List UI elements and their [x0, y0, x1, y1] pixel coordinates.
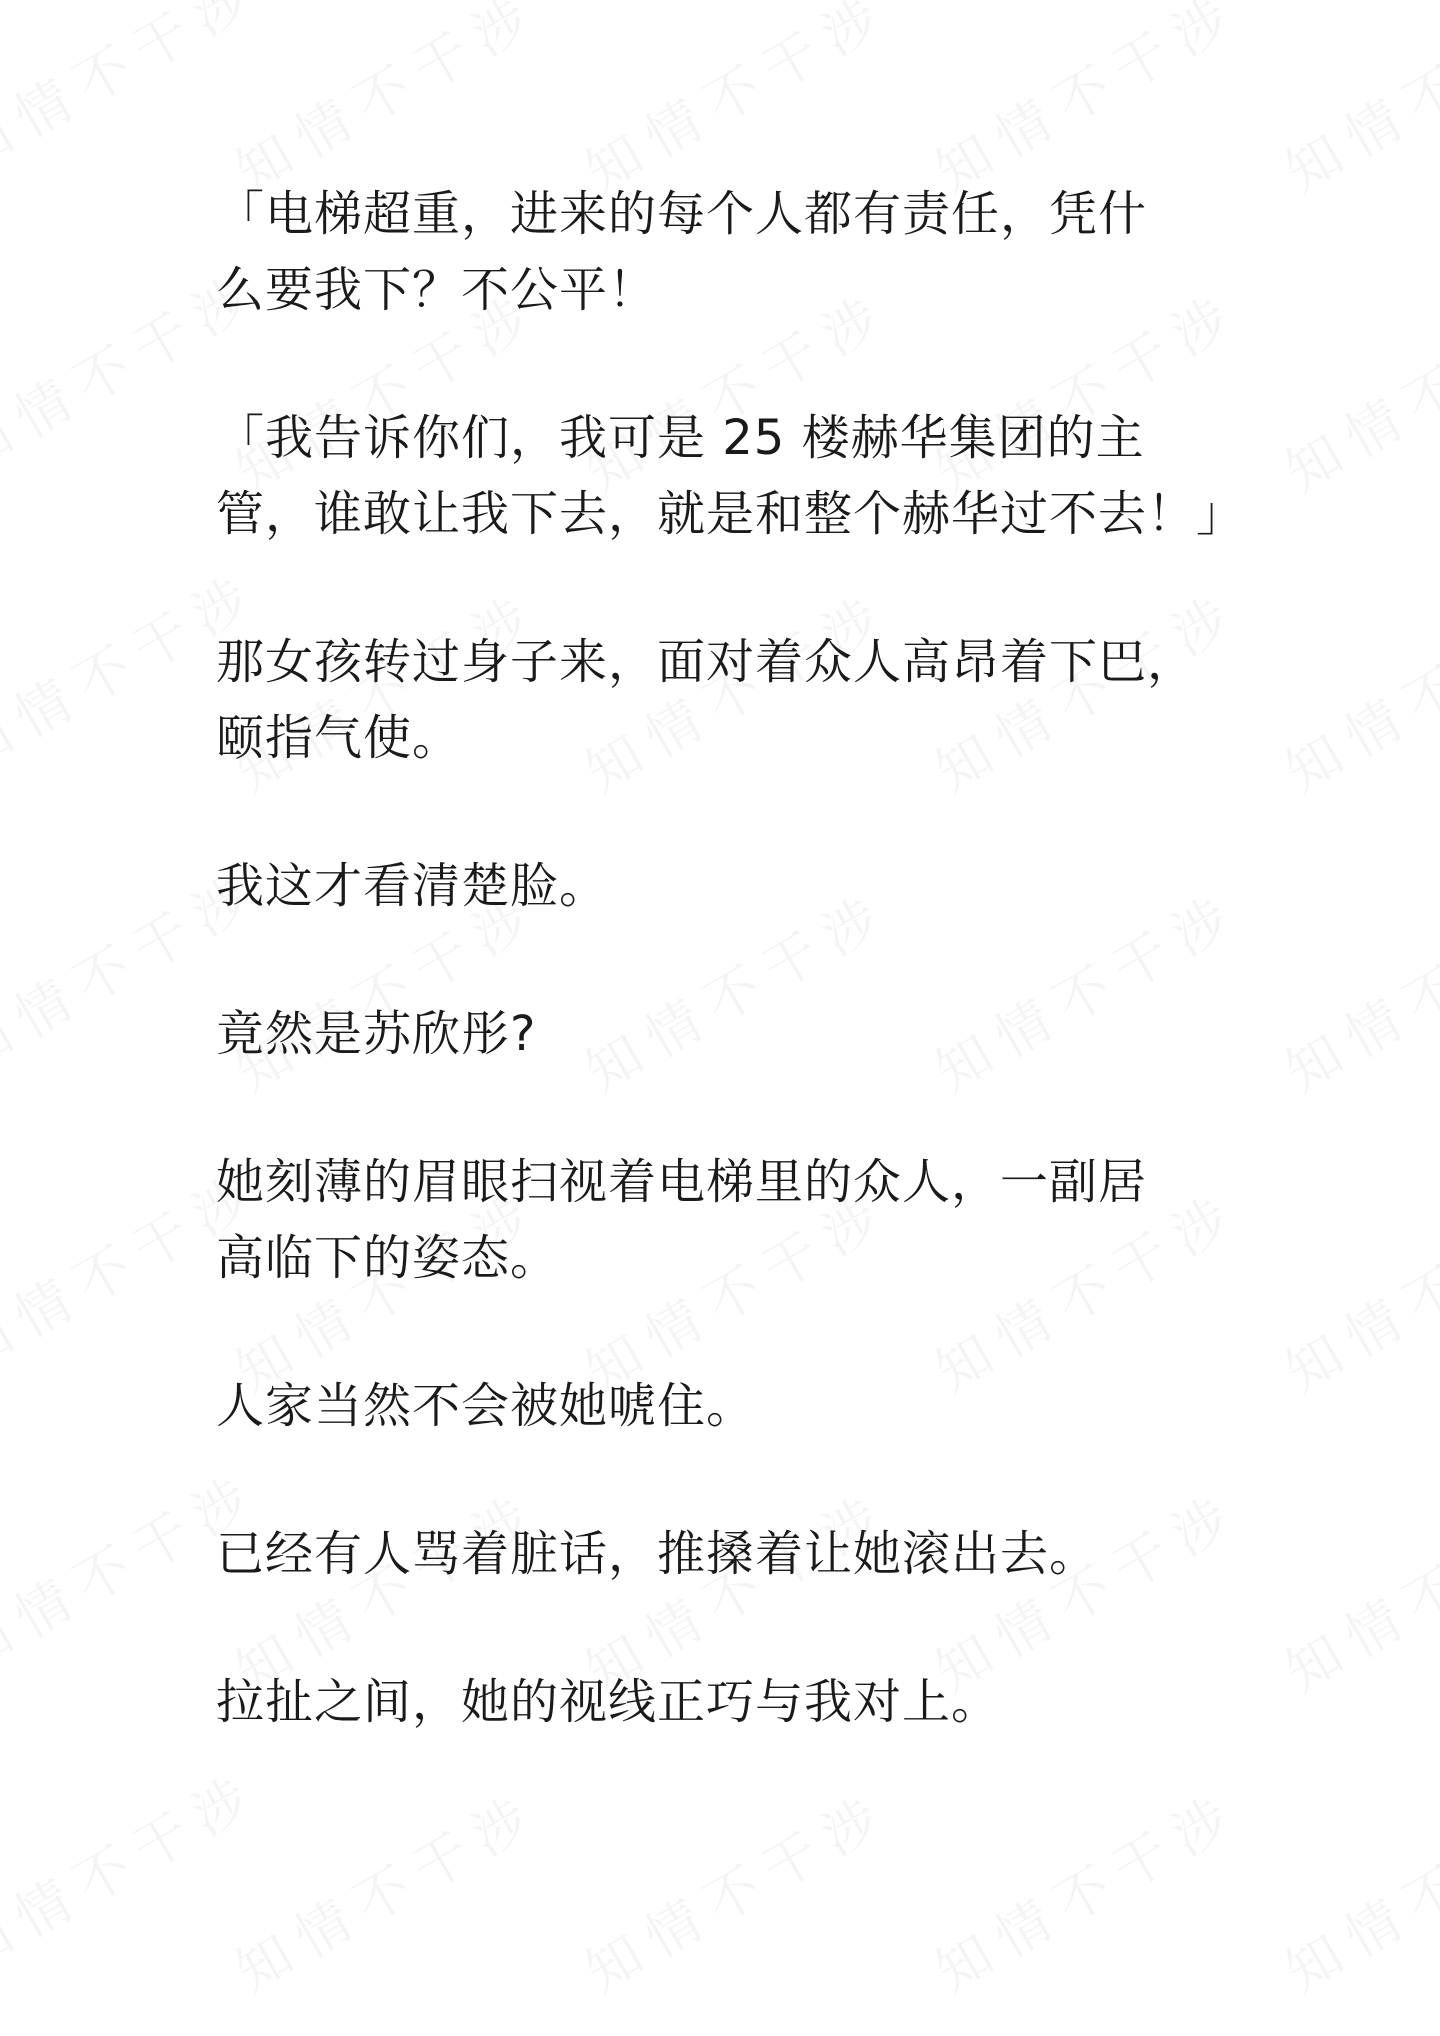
- paragraph: 我这才看清楚脸。: [216, 858, 609, 914]
- watermark: [920, 1770, 1253, 2007]
- paragraph: 已经有人骂着脏话，推搡着让她滚出去。: [216, 1526, 1099, 1582]
- watermark: [570, 1770, 903, 2007]
- watermark: [1270, 870, 1440, 1107]
- paragraph: 「电梯超重，进来的每个人都有责任，凭什 么要我下？不公平！: [216, 186, 1148, 318]
- watermark: [1270, 270, 1440, 507]
- watermark: [1270, 1170, 1440, 1407]
- paragraph: 那女孩转过身子来，面对着众人高昂着下巴， 颐指气使。: [216, 634, 1197, 766]
- watermark: [1270, 570, 1440, 807]
- watermark: [1270, 0, 1440, 207]
- paragraph: 拉扯之间，她的视线正巧与我对上。: [216, 1674, 1001, 1730]
- paragraph: 「我告诉你们，我可是 25 楼赫华集团的主 管，谁敢让我下去，就是和整个赫华过不去！」: [216, 410, 1246, 542]
- watermark: [1270, 1770, 1440, 2007]
- watermark: [220, 1770, 553, 2007]
- paragraph: 竟然是苏欣彤?: [216, 1006, 537, 1062]
- paragraph: 人家当然不会被她唬住。: [216, 1378, 756, 1434]
- watermark: [0, 0, 273, 187]
- paragraph: 她刻薄的眉眼扫视着电梯里的众人，一副居 高临下的姿态。: [216, 1154, 1148, 1286]
- story-text: [216, 176, 1256, 1740]
- watermark: [1270, 1470, 1440, 1707]
- watermark: [0, 1750, 273, 1987]
